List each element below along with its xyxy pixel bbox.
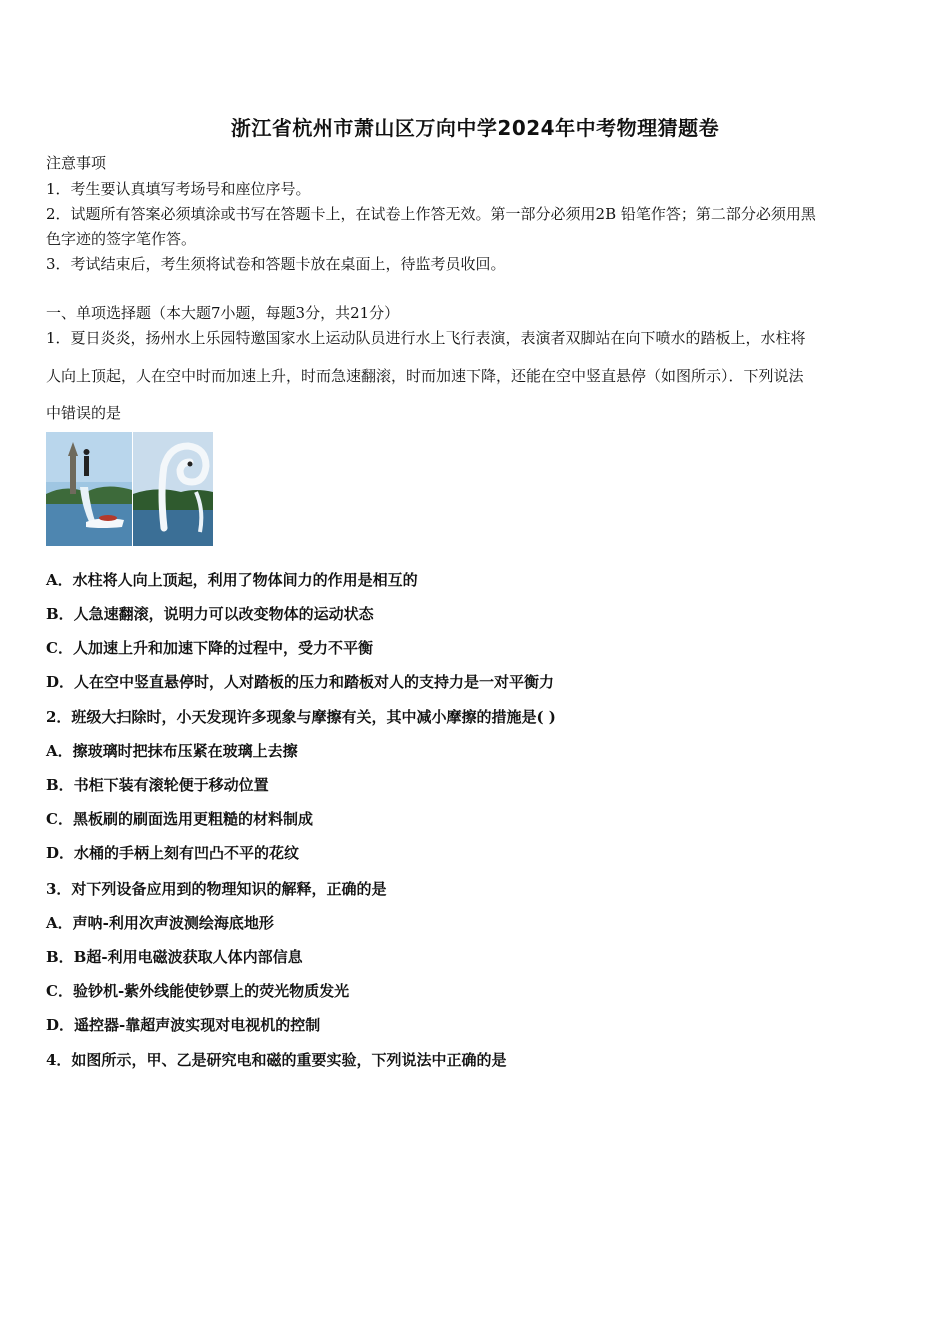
question-2-option: C．黑板刷的刷面选用更粗糙的材料制成 [46, 810, 313, 828]
question-2-stem: 2．班级大扫除时，小天发现许多现象与摩擦有关，其中减小摩擦的措施是( ) [46, 708, 556, 726]
question-1-stem: 1．夏日炎炎，扬州水上乐园特邀国家水上运动队员进行水上飞行表演，表演者双脚站在向下喷水的踏板上，水柱将 [46, 329, 806, 347]
question-3-option: D．遥控器-靠超声波实现对电视机的控制 [46, 1016, 321, 1034]
section-heading: 一、单项选择题（本大题7小题，每题3分，共21分） [46, 304, 400, 322]
notice-heading: 注意事项 [46, 154, 107, 172]
question-1-stem: 中错误的是 [46, 404, 122, 422]
question-2-option: B．书柜下装有滚轮便于移动位置 [46, 776, 269, 794]
question-1-option: B．人急速翻滚，说明力可以改变物体的运动状态 [46, 605, 374, 623]
notice-item: 1．考生要认真填写考场号和座位序号。 [46, 180, 311, 198]
question-3-option: C．验钞机-紫外线能使钞票上的荧光物质发光 [46, 982, 350, 1000]
right-photo [133, 432, 213, 546]
water-jetpack-figure [46, 432, 213, 546]
notice-item: 色字迹的签字笔作答。 [46, 230, 197, 248]
question-3-option: B．B超-利用电磁波获取人体内部信息 [46, 948, 303, 966]
question-2-option: D．水桶的手柄上刻有凹凸不平的花纹 [46, 844, 300, 862]
notice-item: 2．试题所有答案必须填涂或书写在答题卡上，在试卷上作答无效。第一部分必须用2B 铅笔作答；第二部分必须用黑 [46, 205, 816, 223]
question-1-option: C．人加速上升和加速下降的过程中，受力不平衡 [46, 639, 373, 657]
question-3-option: A．声呐-利用次声波测绘海底地形 [46, 914, 274, 932]
question-1-option: A．水柱将人向上顶起，利用了物体间力的作用是相互的 [46, 571, 418, 589]
question-1-stem: 人向上顶起，人在空中时而加速上升，时而急速翻滚，时而加速下降，还能在空中竖直悬停（如图所示）．下列说法 [46, 367, 804, 385]
question-1-option: D．人在空中竖直悬停时，人对踏板的压力和踏板对人的支持力是一对平衡力 [46, 673, 555, 691]
question-4-stem: 4．如图所示，甲、乙是研究电和磁的重要实验，下列说法中正确的是 [46, 1051, 507, 1069]
left-photo [46, 432, 132, 546]
question-2-option: A．擦玻璃时把抹布压紧在玻璃上去擦 [46, 742, 298, 760]
page-title: 浙江省杭州市萧山区万向中学2024年中考物理猜题卷 [230, 116, 720, 140]
question-3-stem: 3．对下列设备应用到的物理知识的解释，正确的是 [46, 880, 387, 898]
notice-item: 3．考试结束后，考生须将试卷和答题卡放在桌面上，待监考员收回。 [46, 255, 506, 273]
